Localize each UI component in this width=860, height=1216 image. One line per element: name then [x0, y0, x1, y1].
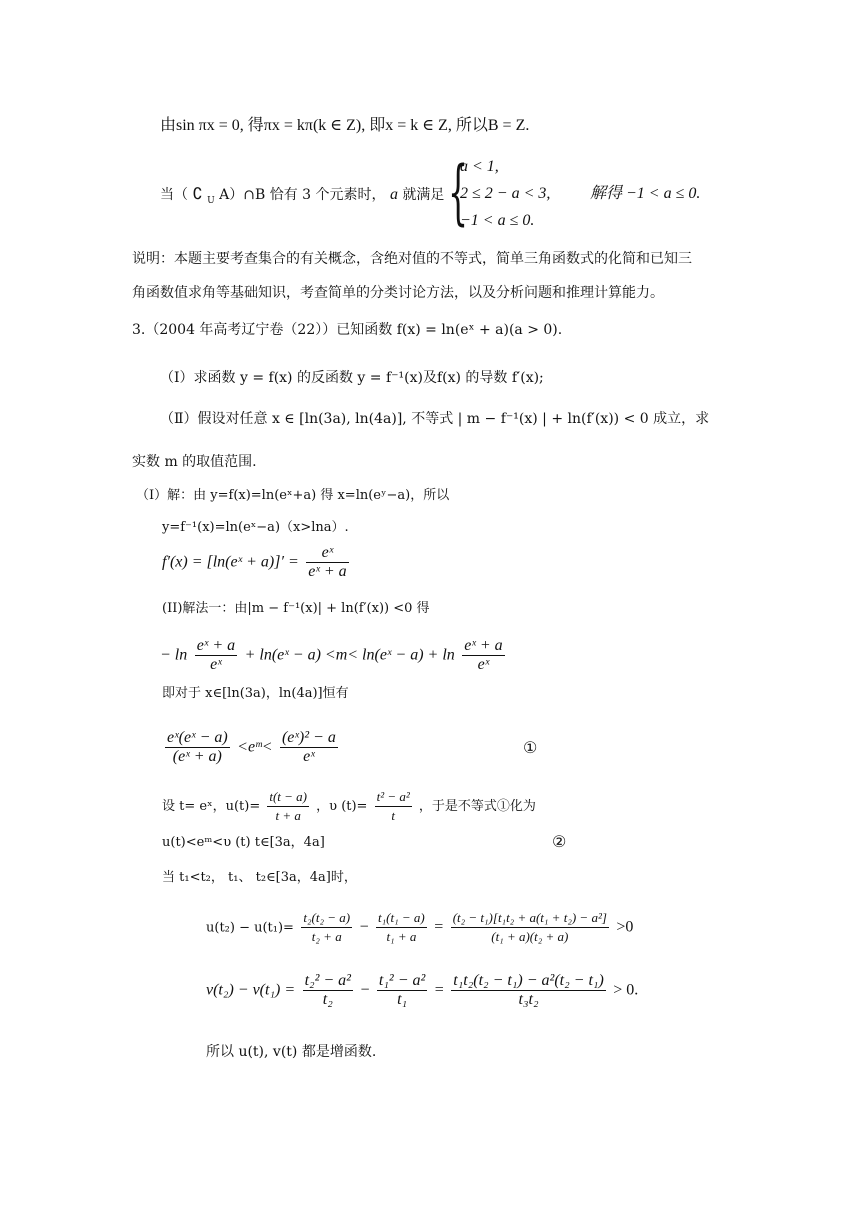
question-3-part-1: （Ⅰ）求函数 y = f(x) 的反函数 y = f⁻¹(x)及f(x) 的导数 f′(x);: [160, 370, 544, 386]
inequality-1: $\frac{\text{eˣ(eˣ − a)}}{\text{(eˣ + a)}}$ <eᵐ< $\frac{\text{(eˣ)² − a}}{\text{eˣ}}$: [167, 729, 336, 765]
for-all-x: 即对于 x∈[ln(3a)，ln(4a)]恒有: [162, 686, 349, 701]
monotonic-condition: 当 t₁<t₂， t₁、 t₂∈[3a，4a]时，: [162, 870, 357, 885]
derivative-formula: f′(x) = [ln(eˣ + a)]′ = $\frac{\text{eˣ}}{\text{eˣ + a}}$: [162, 544, 347, 580]
inequality-2: u(t)<eᵐ<υ (t) t∈[3a，4a]: [162, 835, 325, 850]
case-2: 2 ≤ 2 − a < 3,: [460, 185, 551, 202]
question-3-part-2-cont: 实数 m 的取值范围.: [132, 454, 257, 470]
solution-part-1: （I）解：由 y=f(x)=ln(eˣ+a) 得 x=ln(eʸ−a)，所以: [136, 488, 450, 503]
question-3: 3.（2004 年高考辽宁卷（22））已知函数 f(x) = ln(eˣ + a)(a > 0).: [132, 322, 563, 338]
equation-mark-1: ①: [523, 738, 538, 757]
case-1: a < 1,: [460, 158, 499, 175]
v-difference: v(t₂) − v(t₁) = $\frac{\text{t₂² − a²}}{\text{t₂}}$ − $\frac{\text{t₁² − a²}}{\text{t₁}}$ = $\frac{\text{t₁t₂(t₂ − t₁) − a²(t₂ − t₁)}}{\text{t₃t₂}}$ > 0.: [206, 972, 639, 1008]
set-b-derivation: 由sin πx = 0, 得πx = kπ(k ∈ Z), 即x = k ∈ Z, 所以B = Z.: [160, 117, 530, 134]
inequality-m: − ln $\frac{\text{eˣ + a}}{\text{eˣ}}$ + ln(eˣ − a) <m< ln(eˣ − a) + ln $\frac{\text{eˣ + a}}{\text{eˣ}}$: [160, 637, 503, 673]
u-difference: u(t₂) − u(t₁)= $\frac{\text{t₂(t₂ − a)}}{\text{t₂ + a}}$ − $\frac{\text{t₁(t₁ − a)}}{\text{t₁ + a}}$ = $\frac{\text{(t₂ − t₁)[t₁t₂ + a(t₁ + t₂) − a²]}}{\text{(t₁ + a)(t₂ + a)}}$ >0: [206, 910, 634, 944]
case-3: −1 < a ≤ 0.: [460, 212, 535, 229]
cases-brace: {: [448, 151, 469, 233]
case-intro: 当（ ∁ $_U$ A）∩B 恰有 3 个元素时， a 就满足: [160, 184, 445, 206]
substitution: 设 t= eˣ，u(t)= $\frac{t(t - a)}{t + a}$ ，υ (t)= $\frac{\text{t² − a²}}{t}$ ，于是不等式①化为: [162, 789, 536, 823]
complement-symbol: ∁: [192, 184, 203, 203]
note-line-2: 角函数值求角等基础知识，考查简单的分类讨论方法，以及分析问题和推理计算能力。: [132, 285, 664, 301]
question-3-part-2: （Ⅱ）假设对任意 x ∈ [ln(3a), ln(4a)], 不等式 | m − f⁻¹(x) | + ln(f′(x)) < 0 成立，求: [160, 411, 710, 427]
conclusion: 所以 u(t), v(t) 都是增函数.: [206, 1044, 377, 1060]
equation-mark-2: ②: [552, 832, 567, 851]
solution-part-2-intro: (II)解法一：由|m − f⁻¹(x)| + ln(f′(x)) <0 得: [162, 601, 430, 616]
note-line-1: 说明：本题主要考查集合的有关概念，含绝对值的不等式，简单三角函数式的化简和已知三: [132, 251, 692, 267]
inverse-function: y=f⁻¹(x)=ln(eˣ−a)（x>lna）.: [162, 520, 349, 535]
case-result: 解得 −1 < a ≤ 0.: [590, 185, 701, 202]
